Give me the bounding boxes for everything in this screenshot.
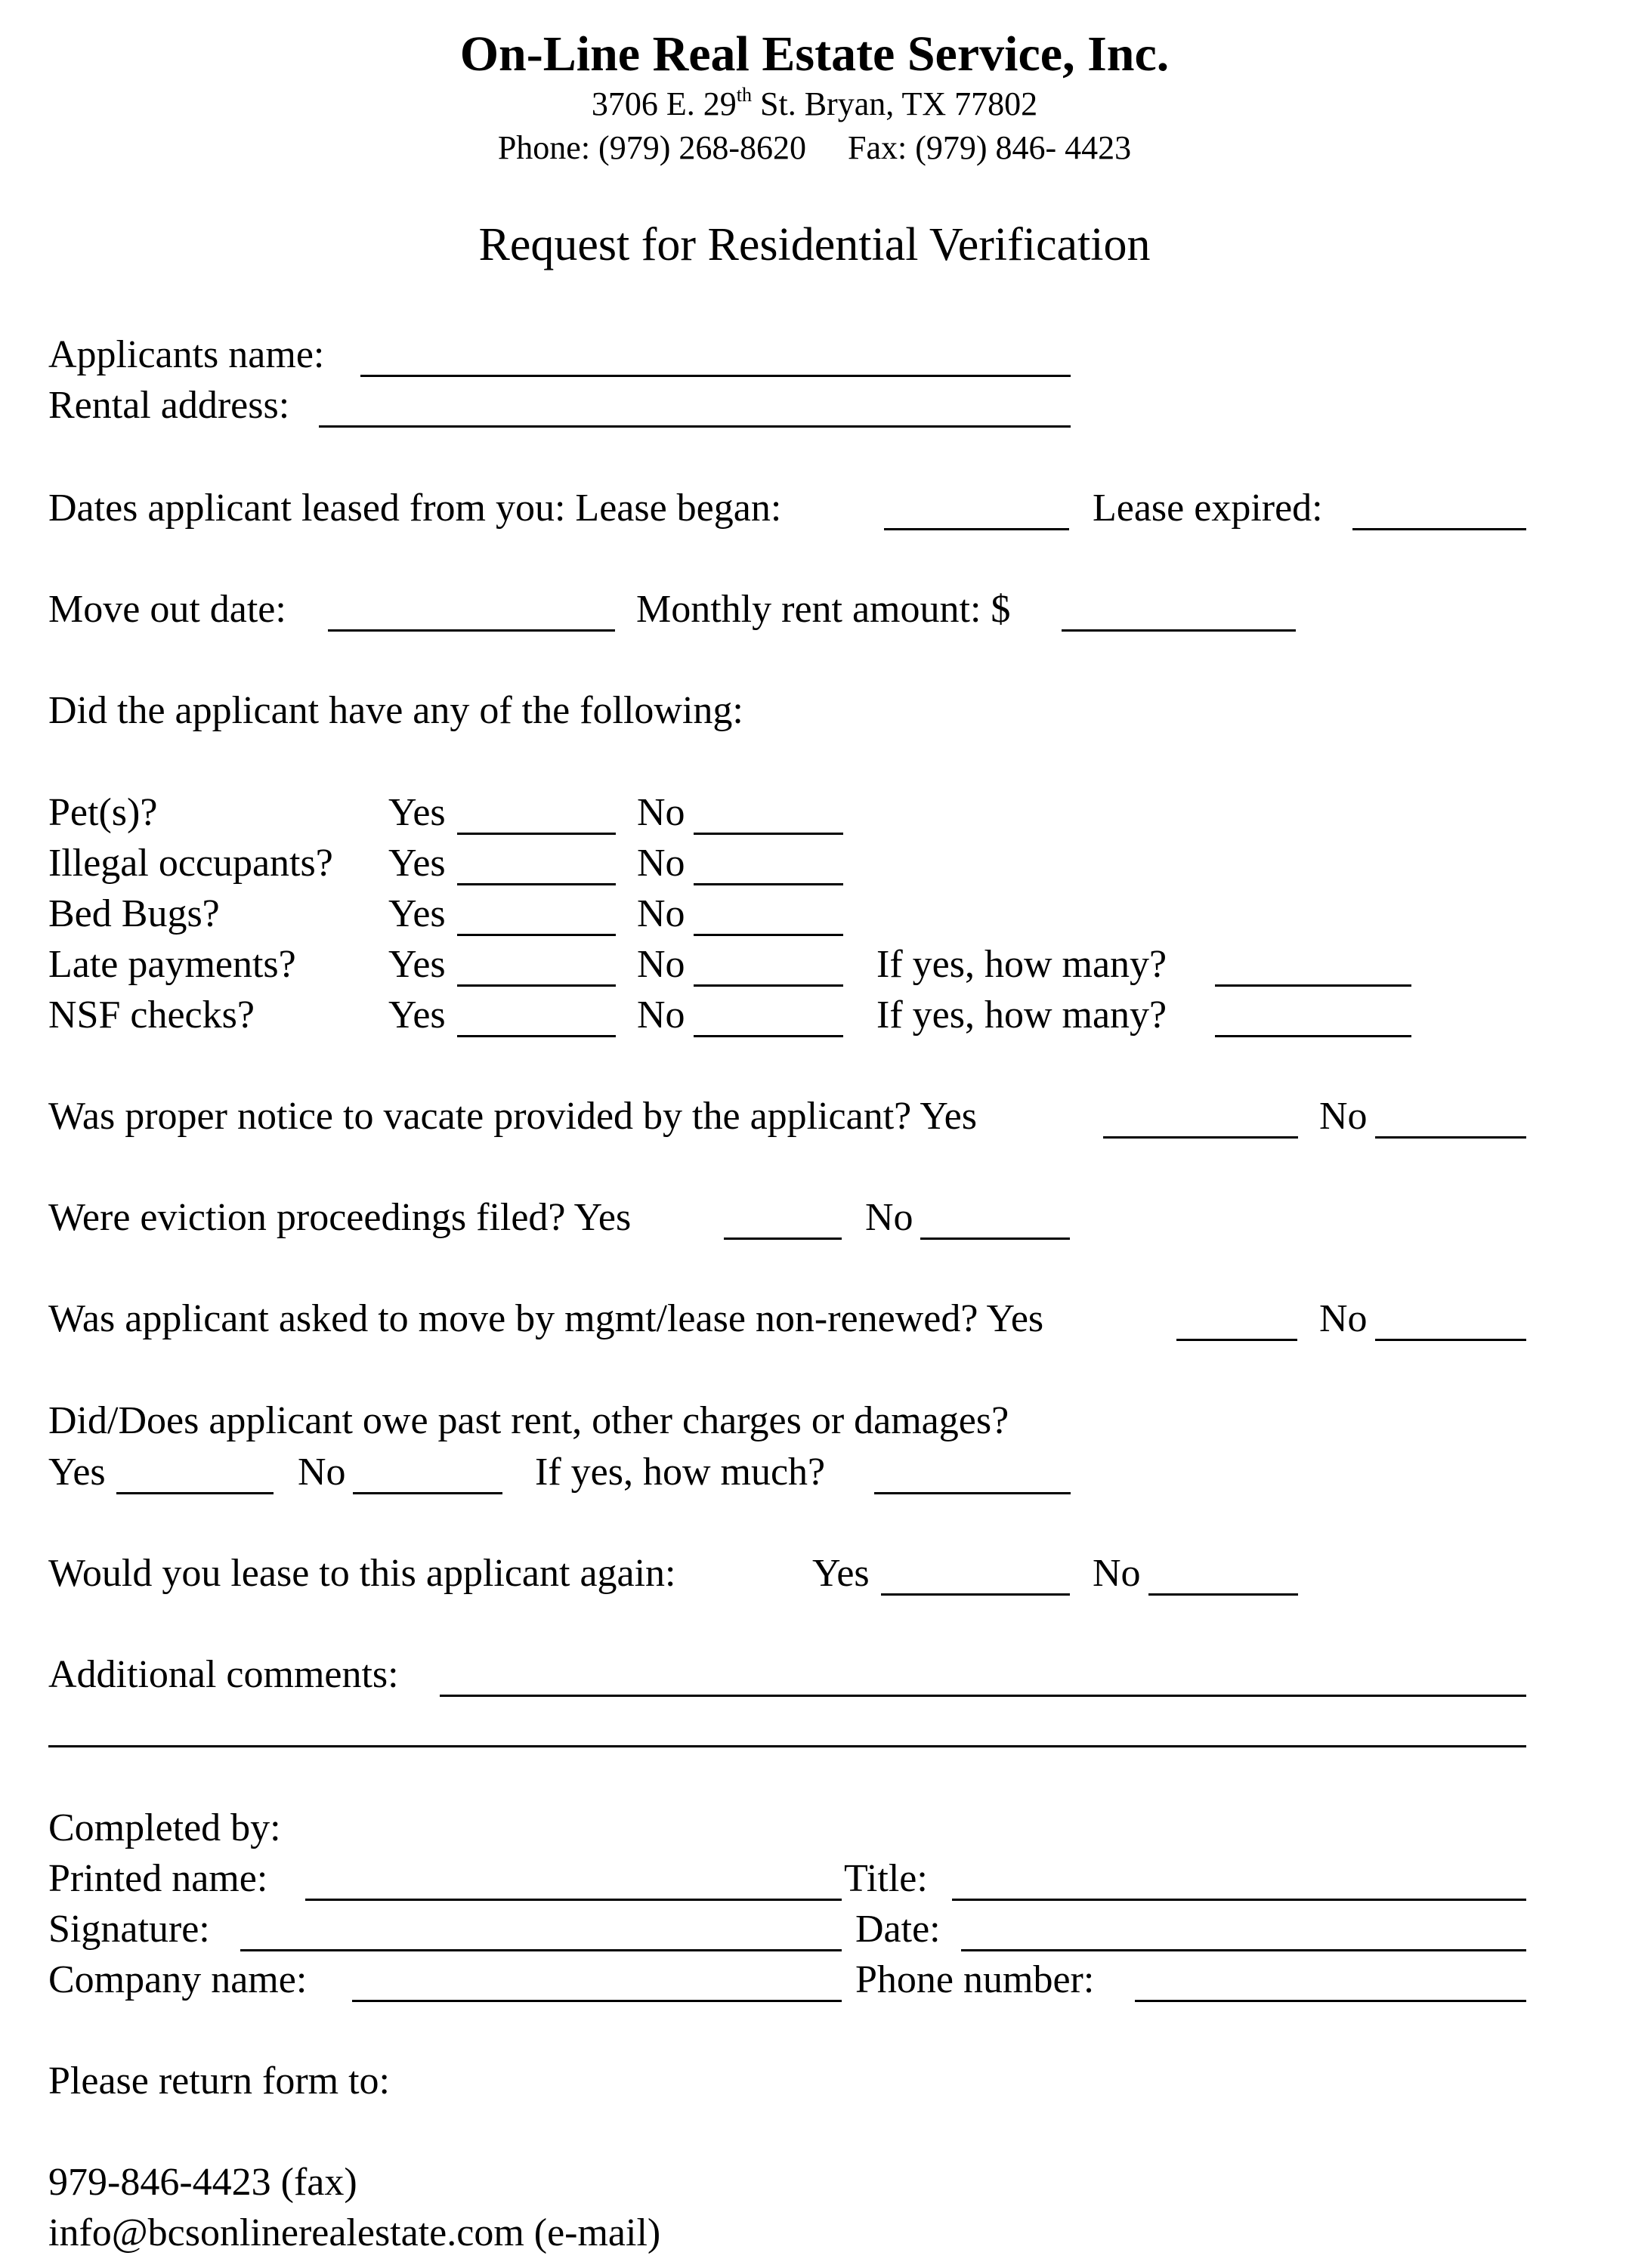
checklist-yes-line [457, 1035, 616, 1037]
signature-label: Signature: [48, 1908, 210, 1951]
phone-number-input[interactable] [1135, 1954, 1526, 2000]
nsf-checks-yes-field[interactable] [457, 990, 616, 1035]
late-payments-yes-input[interactable] [457, 939, 616, 984]
asked-to-move-yes-field[interactable] [1176, 1293, 1297, 1339]
address-city-state: St. Bryan, TX 77802 [752, 85, 1038, 122]
checklist-yes-line [457, 833, 616, 835]
lease-expired-line [1352, 528, 1526, 530]
owe-how-much-label: If yes, how much? [535, 1451, 826, 1494]
checklist-label-illegal-occupants: Illegal occupants? [48, 842, 333, 885]
printed-name-field[interactable] [305, 1853, 842, 1899]
pets-yes-field[interactable] [457, 787, 616, 833]
following-prompt: Did the applicant have any of the following: [48, 689, 743, 732]
late-payments-how-many-field[interactable] [1215, 939, 1411, 984]
checklist-yes-line [457, 934, 616, 936]
checklist-yes-label: Yes [388, 993, 446, 1037]
owe-no-field[interactable] [353, 1447, 502, 1492]
company-phone-fax: Phone: (979) 268-8620 Fax: (979) 846- 4423 [497, 129, 1132, 166]
monthly-rent-label: Monthly rent amount: $ [636, 588, 1011, 631]
additional-comments-field-2[interactable] [48, 1700, 1526, 1745]
phone-number-field[interactable] [1135, 1954, 1526, 2000]
printed-name-line [305, 1899, 842, 1901]
owe-yes-field[interactable] [116, 1447, 274, 1492]
checklist-yes-label: Yes [388, 892, 446, 935]
nsf-checks-how-many-input[interactable] [1215, 990, 1411, 1035]
checklist-no-line [694, 934, 843, 936]
illegal-occupants-yes-input[interactable] [457, 838, 616, 883]
lease-again-yes-line [881, 1593, 1070, 1596]
checklist-yes-line [457, 883, 616, 885]
asked-to-move-no-field[interactable] [1375, 1293, 1526, 1339]
applicants-name-field[interactable] [360, 329, 1071, 375]
rental-address-label: Rental address: [48, 384, 290, 427]
illegal-occupants-no-input[interactable] [694, 838, 843, 883]
applicants-name-label: Applicants name: [48, 333, 325, 376]
move-out-date-field[interactable] [328, 584, 615, 629]
monthly-rent-field[interactable] [1062, 584, 1296, 629]
additional-comments-input[interactable] [440, 1649, 1526, 1695]
lease-again-yes-input[interactable] [881, 1548, 1070, 1593]
phone-number-label: Phone number: [855, 1958, 1095, 2001]
checklist-no-line [694, 833, 843, 835]
eviction-yes-field[interactable] [724, 1192, 842, 1238]
lease-again-no-label: No [1093, 1552, 1141, 1595]
lease-expired-field[interactable] [1352, 483, 1526, 528]
illegal-occupants-no-field[interactable] [694, 838, 843, 883]
lease-began-line [884, 528, 1069, 530]
asked-to-move-question: Was applicant asked to move by mgmt/lease non-renewed? Yes [48, 1297, 1044, 1340]
proper-notice-yes-input[interactable] [1103, 1091, 1298, 1136]
return-email: info@bcsonlinerealestate.com (e-mail) [48, 2211, 661, 2254]
checklist-label-nsf-checks: NSF checks? [48, 993, 255, 1037]
title-line [952, 1899, 1526, 1901]
date-line [961, 1949, 1526, 1951]
rental-address-field[interactable] [319, 380, 1071, 425]
date-label: Date: [855, 1908, 941, 1951]
asked-to-move-no-label: No [1319, 1297, 1368, 1340]
lease-again-no-line [1148, 1593, 1298, 1596]
eviction-no-line [920, 1238, 1070, 1240]
asked-to-move-yes-input[interactable] [1176, 1293, 1297, 1339]
proper-notice-no-input[interactable] [1375, 1091, 1526, 1136]
owe-no-line [353, 1492, 502, 1494]
lease-again-yes-label: Yes [812, 1552, 870, 1595]
checklist-yes-label: Yes [388, 842, 446, 885]
owe-past-rent-question: Did/Does applicant owe past rent, other charges or damages? [48, 1399, 1009, 1442]
pets-no-input[interactable] [694, 787, 843, 833]
owe-yes-input[interactable] [116, 1447, 274, 1492]
checklist-no-label: No [637, 993, 685, 1037]
proper-notice-yes-field[interactable] [1103, 1091, 1298, 1136]
nsf-checks-how-many-line [1215, 1035, 1411, 1037]
nsf-checks-no-field[interactable] [694, 990, 843, 1035]
additional-comments-input-2[interactable] [48, 1700, 1526, 1745]
proper-notice-question: Was proper notice to vacate provided by the applicant? Yes [48, 1095, 977, 1138]
bed-bugs-yes-field[interactable] [457, 888, 616, 934]
address-ordinal-suffix: th [736, 84, 753, 106]
owe-no-input[interactable] [353, 1447, 502, 1492]
pets-yes-input[interactable] [457, 787, 616, 833]
lease-again-yes-field[interactable] [881, 1548, 1070, 1593]
move-out-date-input[interactable] [328, 584, 615, 629]
bed-bugs-no-field[interactable] [694, 888, 843, 934]
lease-expired-input[interactable] [1352, 483, 1526, 528]
printed-name-input[interactable] [305, 1853, 842, 1899]
checklist-no-line [694, 1035, 843, 1037]
nsf-checks-no-input[interactable] [694, 990, 843, 1035]
asked-to-move-no-input[interactable] [1375, 1293, 1526, 1339]
checklist-no-label: No [637, 943, 685, 986]
checklist-no-line [694, 984, 843, 987]
late-payments-how-many-input[interactable] [1215, 939, 1411, 984]
lease-began-input[interactable] [884, 483, 1069, 528]
proper-notice-yes-line [1103, 1136, 1298, 1139]
additional-comments-field[interactable] [440, 1649, 1526, 1695]
checklist-no-line [694, 883, 843, 885]
company-name-line [352, 2000, 842, 2002]
checklist-label-bed-bugs: Bed Bugs? [48, 892, 220, 935]
phone-number-line [1135, 2000, 1526, 2002]
move-out-date-label: Move out date: [48, 588, 286, 631]
proper-notice-no-line [1375, 1136, 1526, 1139]
eviction-no-field[interactable] [920, 1192, 1070, 1238]
checklist-no-label: No [637, 791, 685, 834]
title-field[interactable] [952, 1853, 1526, 1899]
eviction-yes-line [724, 1238, 842, 1240]
asked-to-move-yes-line [1176, 1339, 1297, 1341]
monthly-rent-line [1062, 629, 1296, 632]
applicants-name-input[interactable] [360, 329, 1071, 375]
address-street-number: 3706 E. 29 [591, 85, 737, 122]
company-address [0, 83, 1629, 125]
checklist-yes-label: Yes [388, 791, 446, 834]
pets-no-field[interactable] [694, 787, 843, 833]
late-payments-how-many-label: If yes, how many? [876, 943, 1167, 986]
lease-again-question: Would you lease to this applicant again: [48, 1552, 676, 1595]
bed-bugs-yes-input[interactable] [457, 888, 616, 934]
signature-input[interactable] [240, 1904, 842, 1949]
eviction-no-label: No [865, 1196, 913, 1239]
lease-began-field[interactable] [884, 483, 1069, 528]
nsf-checks-how-many-label: If yes, how many? [876, 993, 1167, 1037]
owe-how-much-input[interactable] [874, 1447, 1071, 1492]
lease-again-no-field[interactable] [1148, 1548, 1298, 1593]
late-payments-how-many-line [1215, 984, 1411, 987]
additional-comments-label: Additional comments: [48, 1653, 399, 1696]
completed-by-heading: Completed by: [48, 1806, 281, 1849]
proper-notice-no-field[interactable] [1375, 1091, 1526, 1136]
owe-yes-label: Yes [48, 1451, 106, 1494]
eviction-yes-input[interactable] [724, 1192, 842, 1238]
owe-yes-line [116, 1492, 274, 1494]
owe-how-much-line [874, 1492, 1071, 1494]
lease-began-label: Dates applicant leased from you: Lease began: [48, 487, 782, 530]
title-input[interactable] [952, 1853, 1526, 1899]
signature-line [240, 1949, 842, 1951]
illegal-occupants-yes-field[interactable] [457, 838, 616, 883]
lease-expired-label: Lease expired: [1093, 487, 1323, 530]
checklist-yes-line [457, 984, 616, 987]
asked-to-move-no-line [1375, 1339, 1526, 1341]
company-name-label: Company name: [48, 1958, 308, 2001]
title-label: Title: [844, 1857, 928, 1900]
company-name-input[interactable] [352, 1954, 842, 2000]
owe-how-much-field[interactable] [874, 1447, 1071, 1492]
eviction-no-input[interactable] [920, 1192, 1070, 1238]
applicants-name-line [360, 375, 1071, 377]
checklist-yes-label: Yes [388, 943, 446, 986]
move-out-date-line [328, 629, 615, 632]
checklist-label-pets: Pet(s)? [48, 791, 158, 834]
eviction-question: Were eviction proceedings filed? Yes [48, 1196, 632, 1239]
proper-notice-no-label: No [1319, 1095, 1368, 1138]
company-name-field[interactable] [352, 1954, 842, 2000]
additional-comments-line-2 [48, 1745, 1526, 1747]
nsf-checks-how-many-field[interactable] [1215, 990, 1411, 1035]
checklist-no-label: No [637, 842, 685, 885]
checklist-no-label: No [637, 892, 685, 935]
signature-field[interactable] [240, 1904, 842, 1949]
lease-again-no-input[interactable] [1148, 1548, 1298, 1593]
nsf-checks-yes-input[interactable] [457, 990, 616, 1035]
form-title: Request for Residential Verification [478, 219, 1151, 270]
date-input[interactable] [961, 1904, 1526, 1949]
bed-bugs-no-input[interactable] [694, 888, 843, 934]
date-field[interactable] [961, 1904, 1526, 1949]
company-name: On-Line Real Estate Service, Inc. [459, 26, 1170, 82]
return-fax: 979-846-4423 (fax) [48, 2161, 357, 2204]
rental-address-line [319, 425, 1071, 428]
printed-name-label: Printed name: [48, 1857, 268, 1900]
late-payments-no-field[interactable] [694, 939, 843, 984]
return-heading: Please return form to: [48, 2059, 390, 2103]
rental-address-input[interactable] [319, 380, 1071, 425]
monthly-rent-input[interactable] [1062, 584, 1296, 629]
late-payments-no-input[interactable] [694, 939, 843, 984]
checklist-label-late-payments: Late payments? [48, 943, 296, 986]
late-payments-yes-field[interactable] [457, 939, 616, 984]
additional-comments-line [440, 1695, 1526, 1697]
owe-no-label: No [298, 1451, 346, 1494]
